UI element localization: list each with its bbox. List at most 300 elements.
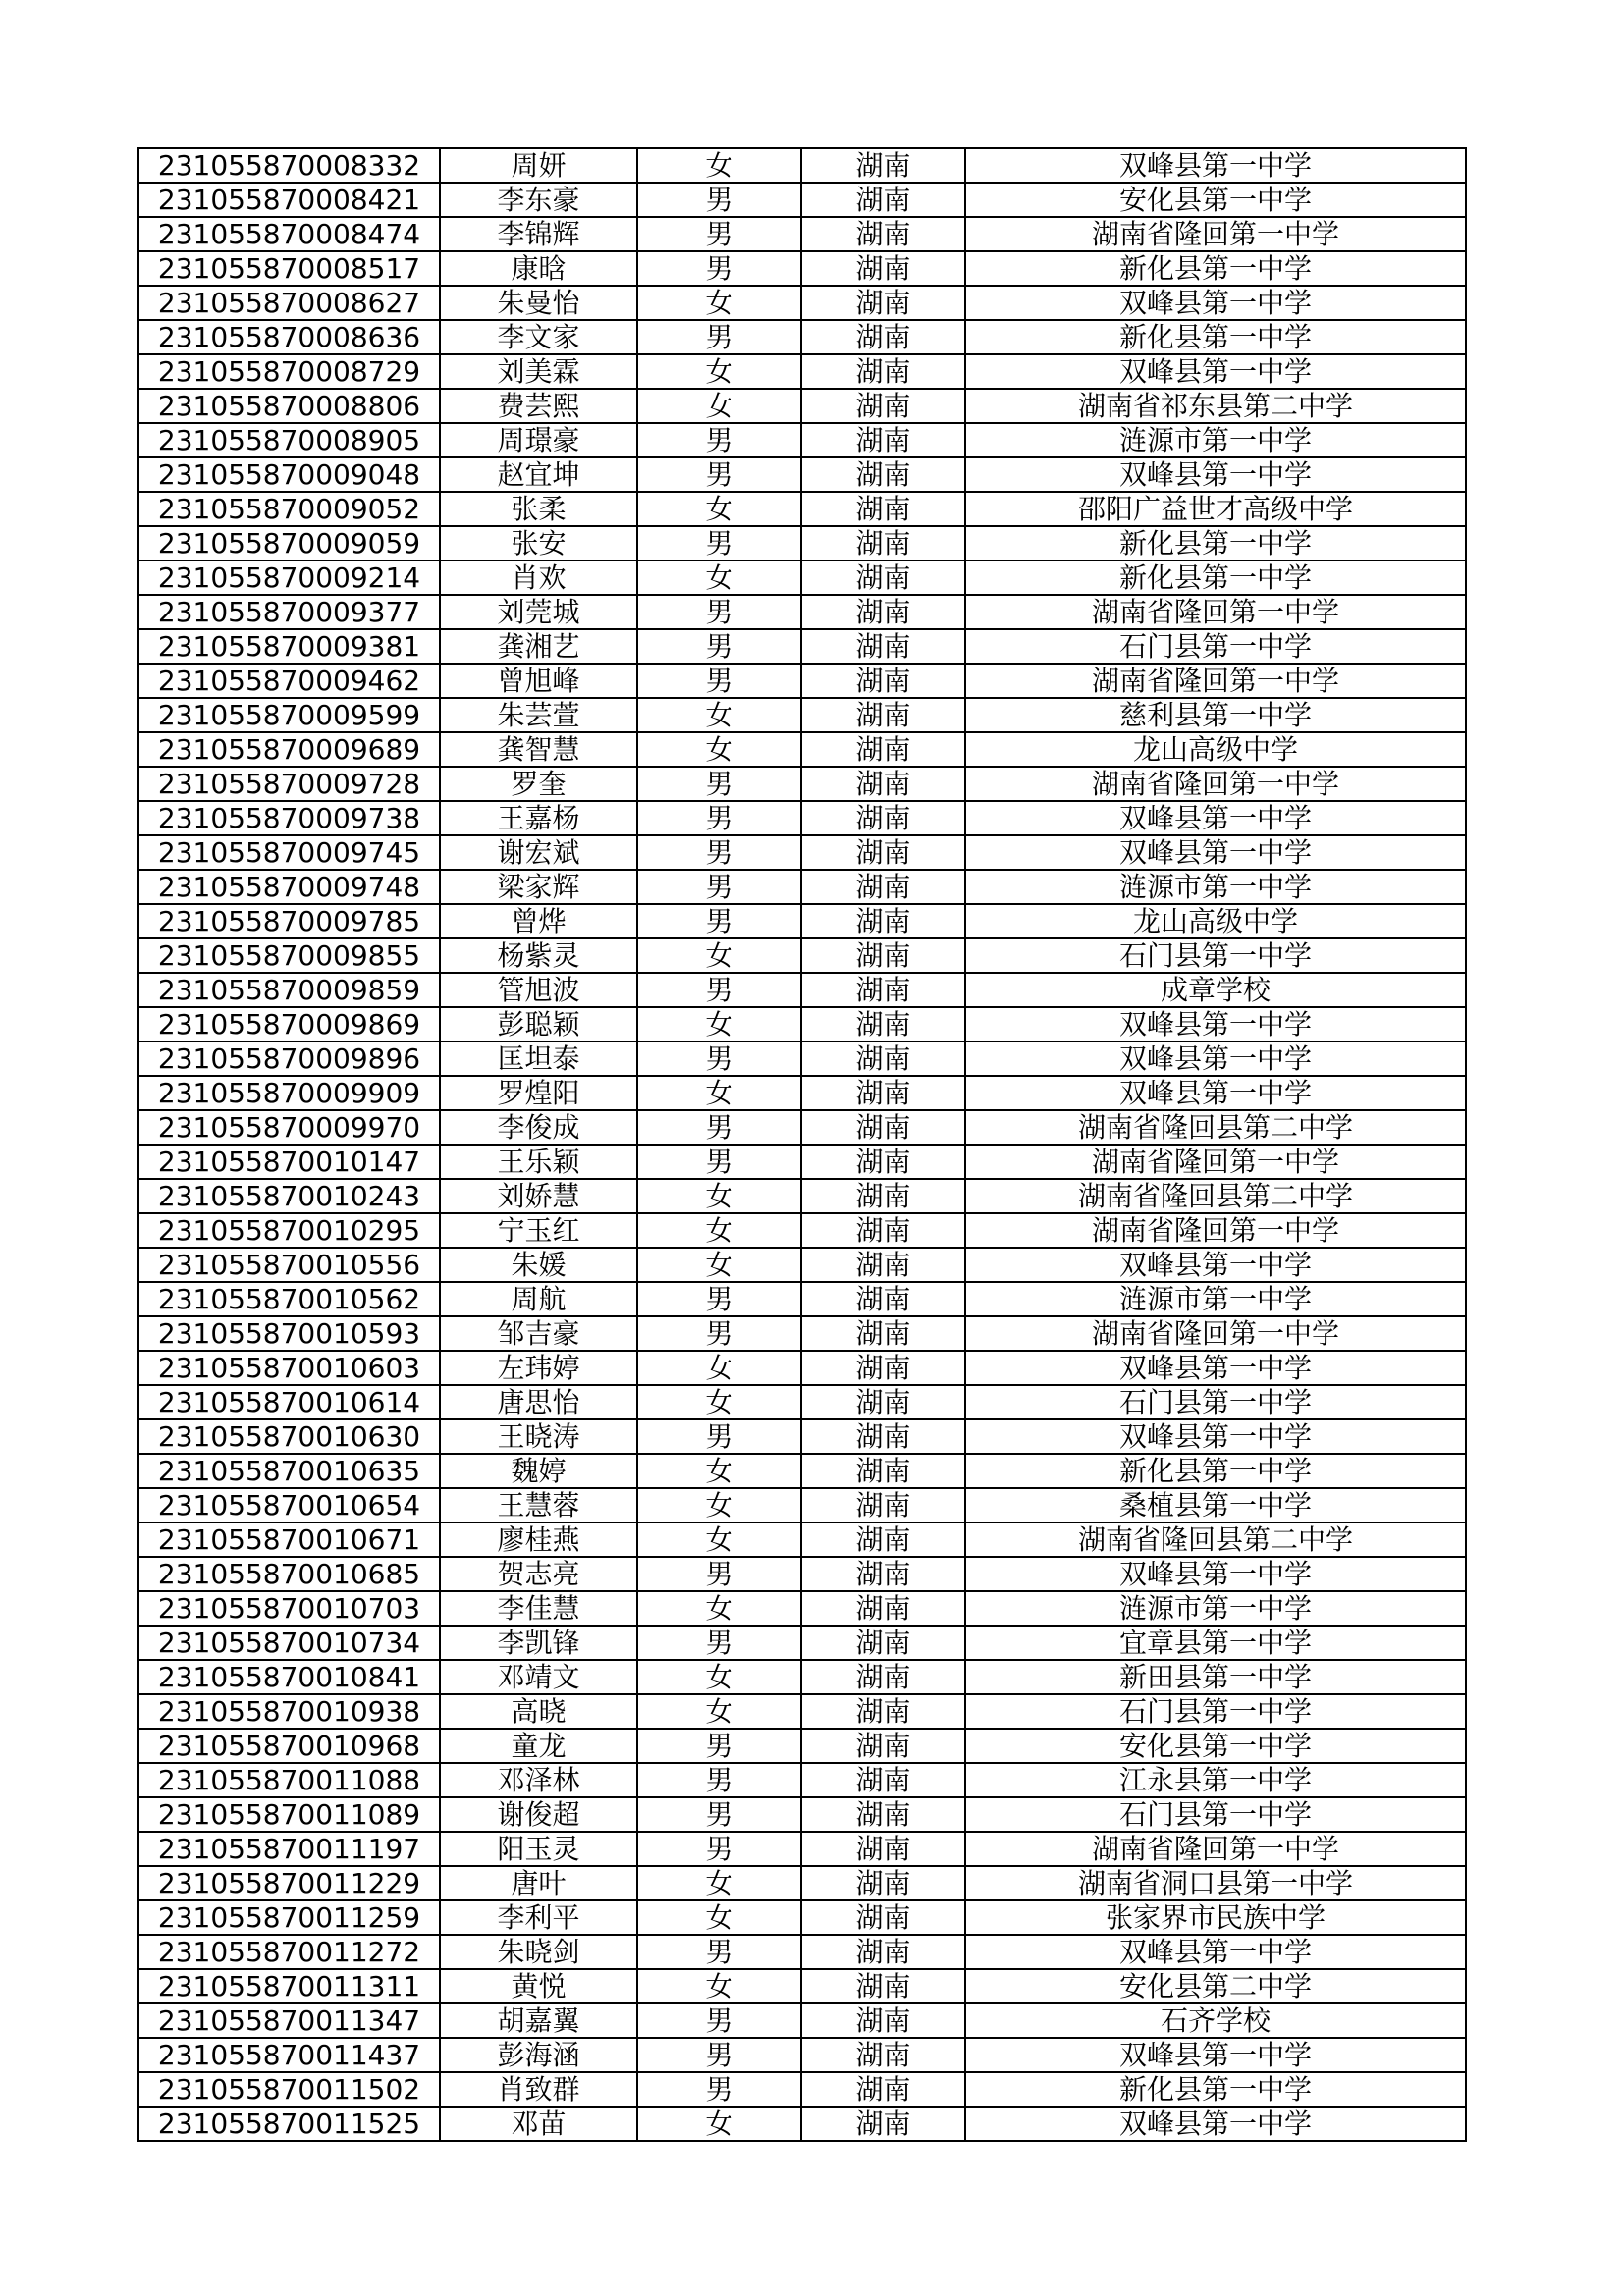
gender-cell: 男 <box>637 1797 801 1832</box>
gender-cell: 女 <box>637 1385 801 1419</box>
gender-cell: 男 <box>637 870 801 904</box>
exam-id-cell: 231055870010630 <box>138 1419 440 1454</box>
exam-id-cell: 231055870011089 <box>138 1797 440 1832</box>
province-cell: 湖南 <box>801 973 965 1007</box>
table-row <box>138 870 1466 904</box>
school-cell: 双峰县第一中学 <box>965 1248 1466 1282</box>
name-cell: 肖欢 <box>440 561 637 595</box>
gender-cell: 男 <box>637 1041 801 1076</box>
school-cell: 新化县第一中学 <box>965 320 1466 354</box>
exam-id-cell: 231055870008636 <box>138 320 440 354</box>
province-cell: 湖南 <box>801 1557 965 1591</box>
name-cell: 王慧蓉 <box>440 1488 637 1522</box>
exam-id-cell: 231055870009048 <box>138 457 440 492</box>
school-cell: 石门县第一中学 <box>965 629 1466 664</box>
name-cell: 匡坦泰 <box>440 1041 637 1076</box>
name-cell: 赵宜坤 <box>440 457 637 492</box>
gender-cell: 女 <box>637 561 801 595</box>
name-cell: 彭海涵 <box>440 2038 637 2072</box>
table-row <box>138 526 1466 561</box>
exam-id-cell: 231055870010593 <box>138 1316 440 1351</box>
gender-cell: 男 <box>637 1110 801 1145</box>
province-cell: 湖南 <box>801 492 965 526</box>
exam-id-cell: 231055870009599 <box>138 698 440 732</box>
school-cell: 江永县第一中学 <box>965 1763 1466 1797</box>
exam-id-cell: 231055870011229 <box>138 1866 440 1900</box>
table-row <box>138 835 1466 870</box>
gender-cell: 女 <box>637 1007 801 1041</box>
school-cell: 双峰县第一中学 <box>965 801 1466 835</box>
province-cell: 湖南 <box>801 1316 965 1351</box>
table-row <box>138 148 1466 183</box>
gender-cell: 男 <box>637 767 801 801</box>
table-row <box>138 1488 1466 1522</box>
gender-cell: 女 <box>637 2107 801 2141</box>
exam-id-cell: 231055870009214 <box>138 561 440 595</box>
province-cell: 湖南 <box>801 183 965 217</box>
school-cell: 双峰县第一中学 <box>965 1557 1466 1591</box>
table-row <box>138 1866 1466 1900</box>
gender-cell: 男 <box>637 595 801 629</box>
school-cell: 湖南省隆回第一中学 <box>965 1316 1466 1351</box>
exam-id-cell: 231055870010671 <box>138 1522 440 1557</box>
province-cell: 湖南 <box>801 1522 965 1557</box>
gender-cell: 男 <box>637 1145 801 1179</box>
gender-cell: 女 <box>637 1969 801 2003</box>
school-cell: 湖南省洞口县第一中学 <box>965 1866 1466 1900</box>
exam-id-cell: 231055870011197 <box>138 1832 440 1866</box>
name-cell: 李佳慧 <box>440 1591 637 1626</box>
province-cell: 湖南 <box>801 1935 965 1969</box>
name-cell: 王嘉杨 <box>440 801 637 835</box>
name-cell: 罗奎 <box>440 767 637 801</box>
exam-id-cell: 231055870010603 <box>138 1351 440 1385</box>
name-cell: 周妍 <box>440 148 637 183</box>
table-row <box>138 354 1466 389</box>
exam-id-cell: 231055870010968 <box>138 1729 440 1763</box>
gender-cell: 女 <box>637 1900 801 1935</box>
table-row <box>138 1316 1466 1351</box>
table-row <box>138 1660 1466 1694</box>
table-row <box>138 183 1466 217</box>
school-cell: 双峰县第一中学 <box>965 1041 1466 1076</box>
gender-cell: 男 <box>637 2003 801 2038</box>
gender-cell: 男 <box>637 217 801 251</box>
gender-cell: 女 <box>637 1248 801 1282</box>
table-row <box>138 2072 1466 2107</box>
exam-id-cell: 231055870009785 <box>138 904 440 938</box>
province-cell: 湖南 <box>801 1797 965 1832</box>
name-cell: 李东豪 <box>440 183 637 217</box>
exam-id-cell: 231055870009896 <box>138 1041 440 1076</box>
exam-id-cell: 231055870008806 <box>138 389 440 423</box>
school-cell: 涟源市第一中学 <box>965 1282 1466 1316</box>
exam-id-cell: 231055870008474 <box>138 217 440 251</box>
table-row <box>138 1385 1466 1419</box>
school-cell: 双峰县第一中学 <box>965 457 1466 492</box>
gender-cell: 男 <box>637 320 801 354</box>
province-cell: 湖南 <box>801 526 965 561</box>
school-cell: 湖南省祁东县第二中学 <box>965 389 1466 423</box>
gender-cell: 女 <box>637 354 801 389</box>
school-cell: 湖南省隆回第一中学 <box>965 217 1466 251</box>
name-cell: 王晓涛 <box>440 1419 637 1454</box>
province-cell: 湖南 <box>801 1145 965 1179</box>
school-cell: 宜章县第一中学 <box>965 1626 1466 1660</box>
province-cell: 湖南 <box>801 1591 965 1626</box>
gender-cell: 男 <box>637 457 801 492</box>
province-cell: 湖南 <box>801 1626 965 1660</box>
table-row <box>138 1213 1466 1248</box>
school-cell: 安化县第二中学 <box>965 1969 1466 2003</box>
province-cell: 湖南 <box>801 1248 965 1282</box>
name-cell: 张柔 <box>440 492 637 526</box>
gender-cell: 女 <box>637 1488 801 1522</box>
school-cell: 湖南省隆回第一中学 <box>965 1145 1466 1179</box>
name-cell: 宁玉红 <box>440 1213 637 1248</box>
table-row <box>138 561 1466 595</box>
exam-id-cell: 231055870009970 <box>138 1110 440 1145</box>
province-cell: 湖南 <box>801 870 965 904</box>
exam-id-cell: 231055870010938 <box>138 1694 440 1729</box>
name-cell: 唐叶 <box>440 1866 637 1900</box>
school-cell: 双峰县第一中学 <box>965 1007 1466 1041</box>
school-cell: 张家界市民族中学 <box>965 1900 1466 1935</box>
exam-id-cell: 231055870010841 <box>138 1660 440 1694</box>
exam-id-cell: 231055870009855 <box>138 938 440 973</box>
table-row <box>138 1729 1466 1763</box>
gender-cell: 女 <box>637 1213 801 1248</box>
school-cell: 慈利县第一中学 <box>965 698 1466 732</box>
province-cell: 湖南 <box>801 2072 965 2107</box>
name-cell: 费芸熙 <box>440 389 637 423</box>
exam-id-cell: 231055870011502 <box>138 2072 440 2107</box>
province-cell: 湖南 <box>801 1351 965 1385</box>
table-row <box>138 1145 1466 1179</box>
exam-id-cell: 231055870008627 <box>138 286 440 320</box>
table-row <box>138 1626 1466 1660</box>
school-cell: 双峰县第一中学 <box>965 1076 1466 1110</box>
gender-cell: 男 <box>637 1763 801 1797</box>
table-row <box>138 1969 1466 2003</box>
gender-cell: 女 <box>637 938 801 973</box>
province-cell: 湖南 <box>801 2107 965 2141</box>
exam-id-cell: 231055870011088 <box>138 1763 440 1797</box>
name-cell: 朱媛 <box>440 1248 637 1282</box>
school-cell: 石门县第一中学 <box>965 1797 1466 1832</box>
table-row <box>138 2107 1466 2141</box>
name-cell: 魏婷 <box>440 1454 637 1488</box>
table-row <box>138 1282 1466 1316</box>
exam-id-cell: 231055870009052 <box>138 492 440 526</box>
school-cell: 新化县第一中学 <box>965 561 1466 595</box>
table-row <box>138 320 1466 354</box>
province-cell: 湖南 <box>801 1694 965 1729</box>
gender-cell: 女 <box>637 732 801 767</box>
school-cell: 安化县第一中学 <box>965 1729 1466 1763</box>
province-cell: 湖南 <box>801 1179 965 1213</box>
name-cell: 童龙 <box>440 1729 637 1763</box>
province-cell: 湖南 <box>801 595 965 629</box>
province-cell: 湖南 <box>801 1969 965 2003</box>
province-cell: 湖南 <box>801 1282 965 1316</box>
exam-id-cell: 231055870010654 <box>138 1488 440 1522</box>
exam-id-cell: 231055870010147 <box>138 1145 440 1179</box>
table-row <box>138 904 1466 938</box>
exam-id-cell: 231055870011525 <box>138 2107 440 2141</box>
table-row <box>138 664 1466 698</box>
province-cell: 湖南 <box>801 1007 965 1041</box>
gender-cell: 女 <box>637 1694 801 1729</box>
gender-cell: 男 <box>637 183 801 217</box>
school-cell: 新化县第一中学 <box>965 526 1466 561</box>
school-cell: 涟源市第一中学 <box>965 423 1466 457</box>
table-row <box>138 1694 1466 1729</box>
province-cell: 湖南 <box>801 2003 965 2038</box>
exam-id-cell: 231055870009869 <box>138 1007 440 1041</box>
name-cell: 阳玉灵 <box>440 1832 637 1866</box>
exam-id-cell: 231055870008905 <box>138 423 440 457</box>
gender-cell: 男 <box>637 2072 801 2107</box>
table-row <box>138 1522 1466 1557</box>
exam-id-cell: 231055870009738 <box>138 801 440 835</box>
gender-cell: 男 <box>637 801 801 835</box>
name-cell: 管旭波 <box>440 973 637 1007</box>
school-cell: 涟源市第一中学 <box>965 870 1466 904</box>
school-cell: 成章学校 <box>965 973 1466 1007</box>
school-cell: 湖南省隆回第一中学 <box>965 1213 1466 1248</box>
gender-cell: 女 <box>637 1866 801 1900</box>
school-cell: 新田县第一中学 <box>965 1660 1466 1694</box>
exam-id-cell: 231055870009748 <box>138 870 440 904</box>
name-cell: 肖致群 <box>440 2072 637 2107</box>
exam-id-cell: 231055870011311 <box>138 1969 440 2003</box>
exam-id-cell: 231055870008421 <box>138 183 440 217</box>
province-cell: 湖南 <box>801 664 965 698</box>
gender-cell: 女 <box>637 492 801 526</box>
school-cell: 双峰县第一中学 <box>965 2107 1466 2141</box>
province-cell: 湖南 <box>801 423 965 457</box>
table-row <box>138 698 1466 732</box>
gender-cell: 男 <box>637 1832 801 1866</box>
province-cell: 湖南 <box>801 389 965 423</box>
exam-id-cell: 231055870010556 <box>138 1248 440 1282</box>
school-cell: 涟源市第一中学 <box>965 1591 1466 1626</box>
school-cell: 龙山高级中学 <box>965 732 1466 767</box>
school-cell: 龙山高级中学 <box>965 904 1466 938</box>
exam-id-cell: 231055870008517 <box>138 251 440 286</box>
table-row <box>138 1007 1466 1041</box>
name-cell: 邓苗 <box>440 2107 637 2141</box>
school-cell: 石门县第一中学 <box>965 1694 1466 1729</box>
school-cell: 湖南省隆回第一中学 <box>965 595 1466 629</box>
name-cell: 龚湘艺 <box>440 629 637 664</box>
gender-cell: 男 <box>637 664 801 698</box>
exam-id-cell: 231055870011259 <box>138 1900 440 1935</box>
gender-cell: 女 <box>637 1591 801 1626</box>
name-cell: 朱晓剑 <box>440 1935 637 1969</box>
name-cell: 左玮婷 <box>440 1351 637 1385</box>
school-cell: 石门县第一中学 <box>965 1385 1466 1419</box>
gender-cell: 男 <box>637 423 801 457</box>
school-cell: 湖南省隆回第一中学 <box>965 1832 1466 1866</box>
province-cell: 湖南 <box>801 1385 965 1419</box>
name-cell: 彭聪颖 <box>440 1007 637 1041</box>
school-cell: 双峰县第一中学 <box>965 1351 1466 1385</box>
province-cell: 湖南 <box>801 1900 965 1935</box>
table-row <box>138 389 1466 423</box>
gender-cell: 女 <box>637 389 801 423</box>
name-cell: 刘娇慧 <box>440 1179 637 1213</box>
table-row <box>138 1179 1466 1213</box>
school-cell: 双峰县第一中学 <box>965 148 1466 183</box>
school-cell: 石门县第一中学 <box>965 938 1466 973</box>
exam-id-cell: 231055870009728 <box>138 767 440 801</box>
gender-cell: 女 <box>637 1522 801 1557</box>
gender-cell: 男 <box>637 1626 801 1660</box>
province-cell: 湖南 <box>801 1454 965 1488</box>
school-cell: 邵阳广益世才高级中学 <box>965 492 1466 526</box>
gender-cell: 男 <box>637 904 801 938</box>
exam-id-cell: 231055870010562 <box>138 1282 440 1316</box>
province-cell: 湖南 <box>801 1076 965 1110</box>
name-cell: 张安 <box>440 526 637 561</box>
gender-cell: 男 <box>637 526 801 561</box>
exam-id-cell: 231055870009381 <box>138 629 440 664</box>
school-cell: 湖南省隆回县第二中学 <box>965 1110 1466 1145</box>
table-row <box>138 1041 1466 1076</box>
gender-cell: 男 <box>637 1557 801 1591</box>
exam-id-cell: 231055870009377 <box>138 595 440 629</box>
gender-cell: 女 <box>637 1660 801 1694</box>
exam-id-cell: 231055870009462 <box>138 664 440 698</box>
exam-id-cell: 231055870008332 <box>138 148 440 183</box>
name-cell: 胡嘉翼 <box>440 2003 637 2038</box>
school-cell: 新化县第一中学 <box>965 251 1466 286</box>
table-row <box>138 1935 1466 1969</box>
exam-id-cell: 231055870009689 <box>138 732 440 767</box>
name-cell: 贺志亮 <box>440 1557 637 1591</box>
table-row <box>138 938 1466 973</box>
school-cell: 新化县第一中学 <box>965 2072 1466 2107</box>
name-cell: 高晓 <box>440 1694 637 1729</box>
school-cell: 双峰县第一中学 <box>965 354 1466 389</box>
name-cell: 廖桂燕 <box>440 1522 637 1557</box>
gender-cell: 男 <box>637 835 801 870</box>
table-row <box>138 492 1466 526</box>
name-cell: 周璟豪 <box>440 423 637 457</box>
province-cell: 湖南 <box>801 1488 965 1522</box>
name-cell: 邓泽林 <box>440 1763 637 1797</box>
name-cell: 龚智慧 <box>440 732 637 767</box>
table-row <box>138 801 1466 835</box>
province-cell: 湖南 <box>801 1866 965 1900</box>
province-cell: 湖南 <box>801 561 965 595</box>
table-row <box>138 1351 1466 1385</box>
exam-id-cell: 231055870010243 <box>138 1179 440 1213</box>
table-row <box>138 286 1466 320</box>
province-cell: 湖南 <box>801 457 965 492</box>
school-cell: 桑植县第一中学 <box>965 1488 1466 1522</box>
table-row <box>138 1454 1466 1488</box>
table-row <box>138 423 1466 457</box>
name-cell: 李凯锋 <box>440 1626 637 1660</box>
name-cell: 周航 <box>440 1282 637 1316</box>
province-cell: 湖南 <box>801 1213 965 1248</box>
province-cell: 湖南 <box>801 1832 965 1866</box>
exam-id-cell: 231055870010295 <box>138 1213 440 1248</box>
province-cell: 湖南 <box>801 938 965 973</box>
table-row <box>138 1900 1466 1935</box>
exam-id-cell: 231055870009059 <box>138 526 440 561</box>
province-cell: 湖南 <box>801 1110 965 1145</box>
table-row <box>138 1076 1466 1110</box>
gender-cell: 男 <box>637 1935 801 1969</box>
table-row <box>138 251 1466 286</box>
exam-id-cell: 231055870011272 <box>138 1935 440 1969</box>
table-row <box>138 767 1466 801</box>
province-cell: 湖南 <box>801 2038 965 2072</box>
exam-id-cell: 231055870009745 <box>138 835 440 870</box>
name-cell: 邓靖文 <box>440 1660 637 1694</box>
school-cell: 湖南省隆回县第二中学 <box>965 1179 1466 1213</box>
province-cell: 湖南 <box>801 1763 965 1797</box>
table-row <box>138 2038 1466 2072</box>
province-cell: 湖南 <box>801 835 965 870</box>
province-cell: 湖南 <box>801 801 965 835</box>
student-list-table <box>137 147 1467 2142</box>
name-cell: 罗煌阳 <box>440 1076 637 1110</box>
gender-cell: 女 <box>637 1351 801 1385</box>
exam-id-cell: 231055870010703 <box>138 1591 440 1626</box>
school-cell: 双峰县第一中学 <box>965 1935 1466 1969</box>
table-row <box>138 1110 1466 1145</box>
school-cell: 湖南省隆回第一中学 <box>965 664 1466 698</box>
exam-id-cell: 231055870011347 <box>138 2003 440 2038</box>
school-cell: 双峰县第一中学 <box>965 286 1466 320</box>
exam-id-cell: 231055870010614 <box>138 1385 440 1419</box>
name-cell: 谢宏斌 <box>440 835 637 870</box>
name-cell: 李锦辉 <box>440 217 637 251</box>
name-cell: 刘美霖 <box>440 354 637 389</box>
province-cell: 湖南 <box>801 1419 965 1454</box>
name-cell: 康晗 <box>440 251 637 286</box>
province-cell: 湖南 <box>801 698 965 732</box>
school-cell: 安化县第一中学 <box>965 183 1466 217</box>
name-cell: 李文家 <box>440 320 637 354</box>
province-cell: 湖南 <box>801 148 965 183</box>
province-cell: 湖南 <box>801 354 965 389</box>
table-row <box>138 1832 1466 1866</box>
province-cell: 湖南 <box>801 251 965 286</box>
table-body <box>138 148 1466 2141</box>
gender-cell: 女 <box>637 148 801 183</box>
school-cell: 新化县第一中学 <box>965 1454 1466 1488</box>
province-cell: 湖南 <box>801 767 965 801</box>
exam-id-cell: 231055870009859 <box>138 973 440 1007</box>
gender-cell: 男 <box>637 251 801 286</box>
table-row <box>138 973 1466 1007</box>
table-row <box>138 2003 1466 2038</box>
table-row <box>138 1557 1466 1591</box>
name-cell: 黄悦 <box>440 1969 637 2003</box>
name-cell: 唐思怡 <box>440 1385 637 1419</box>
name-cell: 梁家辉 <box>440 870 637 904</box>
name-cell: 邹吉豪 <box>440 1316 637 1351</box>
school-cell: 双峰县第一中学 <box>965 835 1466 870</box>
gender-cell: 男 <box>637 629 801 664</box>
province-cell: 湖南 <box>801 904 965 938</box>
